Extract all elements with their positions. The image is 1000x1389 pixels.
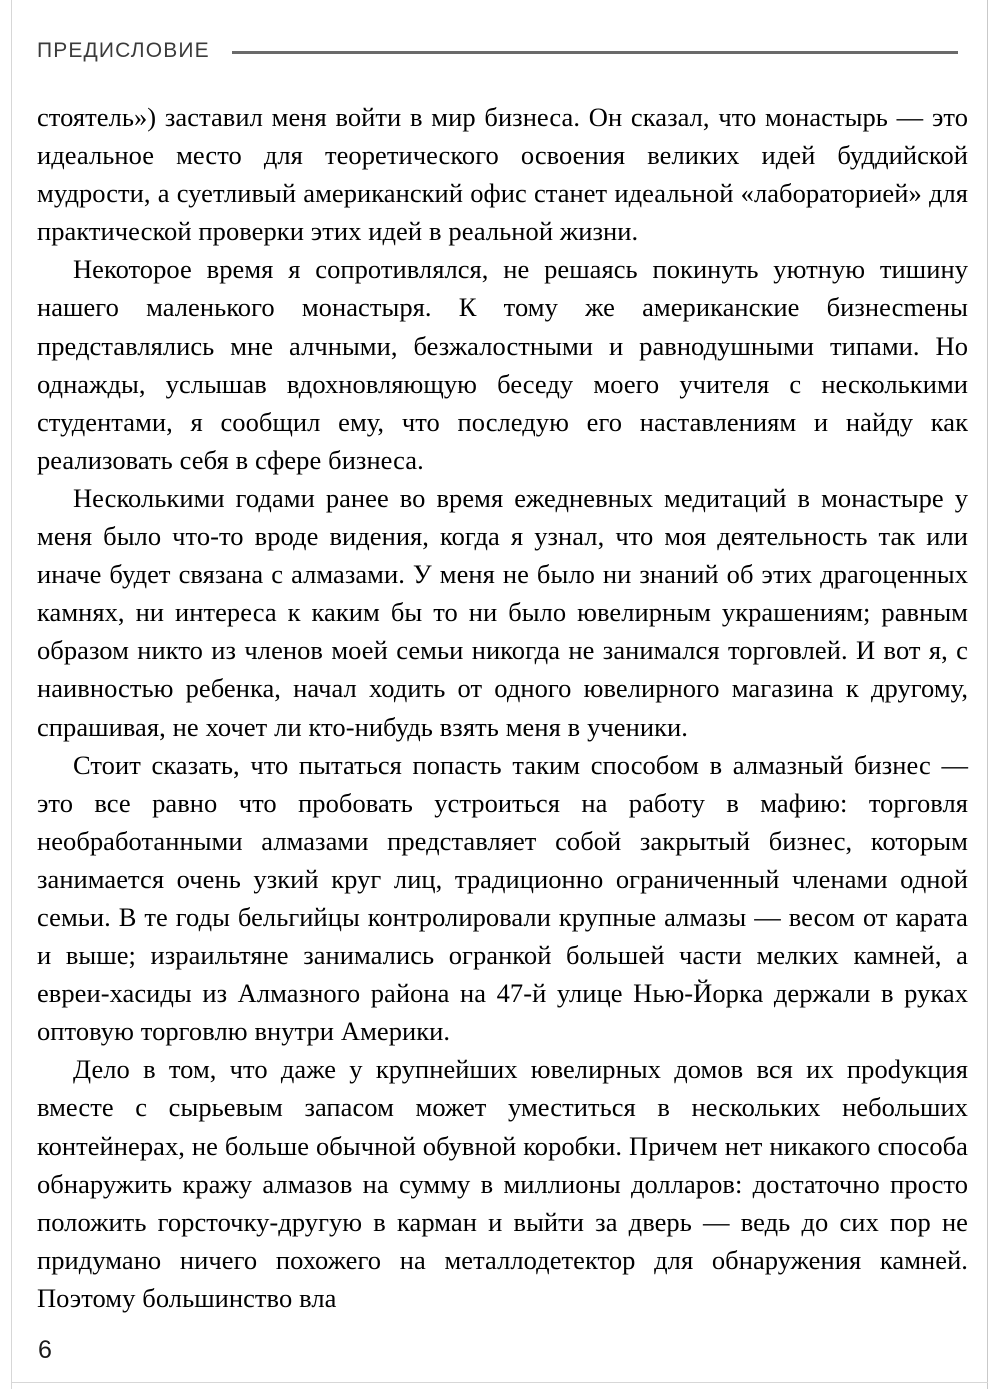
paragraph: Дело в том, что даже у крупнейших ювелирных домов вся их проdукция вместе с сырьевым запасом может уместиться в нескольких небольших контейнерах, не больше обычной обувной коробки. Причем нет никакого способа обнаружить кражу алмазов на сумму в миллионы долларов: достаточно просто положить горсточку-другую в карман и выйти за дверь — ведь до сих пор не придумано ничего похожего на металлодетектор для обнаружения камней. Поэтому большинство вла [37,1054,968,1313]
page-number: 6 [38,1336,52,1364]
running-head-rule [232,51,958,54]
page-edge-bottom [11,1382,988,1383]
page-edge-right [987,0,988,1389]
paragraph: Несколькими годами ранее во время ежедневных медитаций в монастыре у меня было что-то вроде видения, когда я узнал, что моя деятельность так или иначе будет связана с алмазами. У меня не было ни знаний об этих драгоценных камнях, ни интереса к каким бы то ни было ювелирным украшениям; равным образом никто из членов моей семьи никогда не занимался торговлей. И вот я, с наивностью ребенка, начал ходить от одного ювелирного магазина к другому, спрашивая, не хочет ли кто-нибудь взять меня в ученики. [37,482,968,742]
running-head-title: ПРЕДИСЛОВИЕ [37,39,210,62]
page-edge-left [11,0,12,1389]
paragraph: Некоторое время я сопротивлялся, не решаясь покинуть уютную тишину нашего маленького монастыря. К тому же американские бизнесmены представлялись мне алчными, безжалостными и равнодушными типами. Но однажды, услышав вдохновляющую беседу моего учителя с несколькими студентами, я сообщил ему, что последую его наставлениям и найду как реализовать себя в сфере бизнеса. [37,254,968,475]
running-head [37,36,958,66]
body-text-block [37,98,968,1317]
paragraph: стоятель») заставил меня войти в мир бизнеса. Он сказал, что монастырь — это идеальное место для теоретического освоения великих идей буддийской мудрости, а суетливый американский офис станет идеальной «лабораторией» для практической проверки этих идей в реальной жизни. [37,102,968,247]
paragraph: Стоит сказать, что пытаться попасть таким способом в алмазный бизнес — это все равно что пробовать устроиться на работу в мафию: торговля необработанными алмазами представляет собой закрытый бизнес, которым занимается очень узкий круг лиц, традиционно ограниченный членами одной семьи. В те годы бельгийцы контролировали крупные алмазы — весом от карата и выше; израильтяне занимались огранкой большей части мелких камней, а евреи-хасиды из Алмазного района на 47-й улице Нью-Йорка держали в руках оптовую торговлю внутри Америки. [37,749,968,1047]
